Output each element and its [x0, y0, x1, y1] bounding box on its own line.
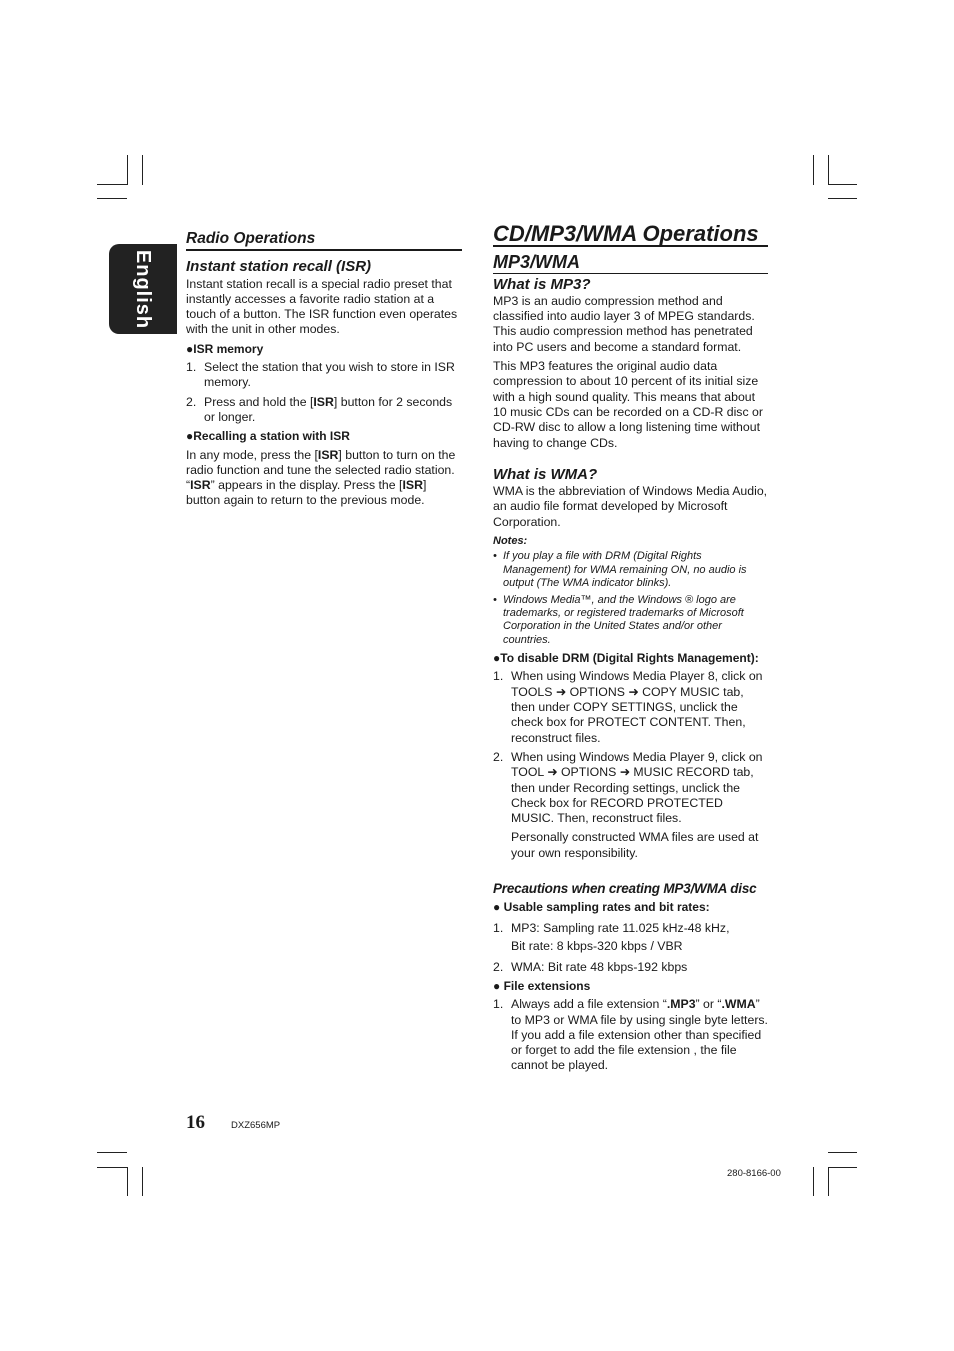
list-item [493, 997, 768, 1073]
page-title: CD/MP3/WMA Operations [493, 226, 768, 247]
note-text: If you play a file with DRM (Digital Rights Management) for WMA remaining ON, no audio is output (The WMA indicator blinks). [503, 550, 747, 590]
list-text: Always add a file extension “.MP3” or “.WMA” to MP3 or WMA file by using single byte letters. If you add a file extension other than specified or forget to add the file extension , the file cannot be played. [511, 997, 768, 1073]
ext-heading: ● File extensions [493, 978, 591, 993]
mp3-paragraph: This MP3 features the original audio data compression to about 10 percent of its initial size with a high sound quality. This means that about 10 music CDs can be recorded on a CD-R disc or CD-RW disc to allow a long listening time without having to change CDs. [493, 359, 763, 450]
list-text: When using Windows Media Player 8, click on TOOLS ➜ OPTIONS ➜ COPY MUSIC tab, then under COPY SETTINGS, unclick the check box for PROTECT CONTENT. Then, reconstruct files. [511, 669, 763, 745]
isr-recall-text: In any mode, press the [ISR] button to turn on the radio function and tune the selected radio station. “ISR” appears in the display. Press the [ISR] button again to return to the previous mode. [186, 447, 456, 508]
list-number: 1. [493, 920, 504, 935]
language-tab-label-wrap [109, 244, 177, 334]
mp3-heading: What is MP3? [493, 275, 591, 293]
mp3-paragraph: MP3 is an audio compression method and classified into audio layer 3 of MPEG standards. This audio compression method has penetrated into PC users and become a standard format. [493, 293, 755, 354]
list-item [493, 669, 768, 745]
drm-heading: ●To disable DRM (Digital Rights Management): [493, 651, 759, 666]
section-title: Radio Operations [186, 231, 462, 251]
list-number: 1. [493, 997, 504, 1012]
drm-after-text: Personally constructed WMA files are used at your own responsibility. [511, 830, 759, 860]
list-text: WMA: Bit rate 48 kbps-192 kbps [511, 959, 688, 974]
isr-intro: Instant station recall is a special radio preset that instantly accesses a favorite radio station at a touch of a button. The ISR function even operates with the unit in other modes. [186, 276, 458, 337]
language-tab-label: English [132, 249, 155, 329]
left-column [186, 231, 462, 513]
list-text: Press and hold the [ISR] button for 2 seconds or longer. [204, 394, 453, 424]
isr-heading: Instant station recall (ISR) [186, 258, 372, 276]
list-text: MP3: Sampling rate 11.025 kHz-48 kHz, Bit rate: 8 kbps-320 kbps / VBR [511, 920, 730, 954]
list-number: 2. [186, 394, 197, 409]
precautions-heading: Precautions when creating MP3/WMA disc [493, 881, 757, 897]
isr-memory-heading: ●ISR memory [186, 341, 264, 356]
list-number: 1. [186, 360, 197, 375]
rates-heading: ● Usable sampling rates and bit rates: [493, 900, 710, 915]
list-item [493, 750, 768, 826]
isr-recall-heading: ●Recalling a station with ISR [186, 429, 350, 444]
list-item [186, 360, 462, 391]
list-number: 2. [493, 959, 504, 974]
page-number: 16 [186, 1112, 205, 1133]
list-number: 1. [493, 669, 504, 684]
list-text: When using Windows Media Player 9, click on TOOL ➜ OPTIONS ➜ MUSIC RECORD tab, then under Recording settings, unclick the Check box for RECORD PROTECTED MUSIC. Then, reconstruct files. [511, 749, 763, 826]
right-column [493, 221, 768, 1078]
document-code: 280-8166-00 [727, 1168, 781, 1179]
list-item [493, 919, 768, 956]
model-number: DXZ656MP [231, 1120, 281, 1131]
list-text: Select the station that you wish to store in ISR memory. [204, 360, 455, 390]
notes-heading: Notes: [493, 535, 528, 548]
sub-title: MP3/WMA [493, 255, 768, 273]
note-text: Windows Media™, and the Windows ® logo are trademarks, or registered trademarks of Microsoft Corporation in the United States and/or other countries. [503, 593, 744, 646]
wma-heading: What is WMA? [493, 465, 598, 483]
list-item [493, 960, 768, 975]
wma-paragraph: WMA is the abbreviation of Windows Media Audio, an audio file format developed by Microsoft Corporation. [493, 484, 768, 529]
list-number: 2. [493, 749, 504, 764]
note-item: • If you play a file with DRM (Digital Rights Management) for WMA remaining ON, no audio is output (The WMA indicator blinks). [493, 550, 768, 590]
note-item: • Windows Media™, and the Windows ® logo are trademarks, or registered trademarks of Microsoft Corporation in the United States and/or other countries. [493, 594, 768, 648]
list-item [186, 395, 462, 426]
